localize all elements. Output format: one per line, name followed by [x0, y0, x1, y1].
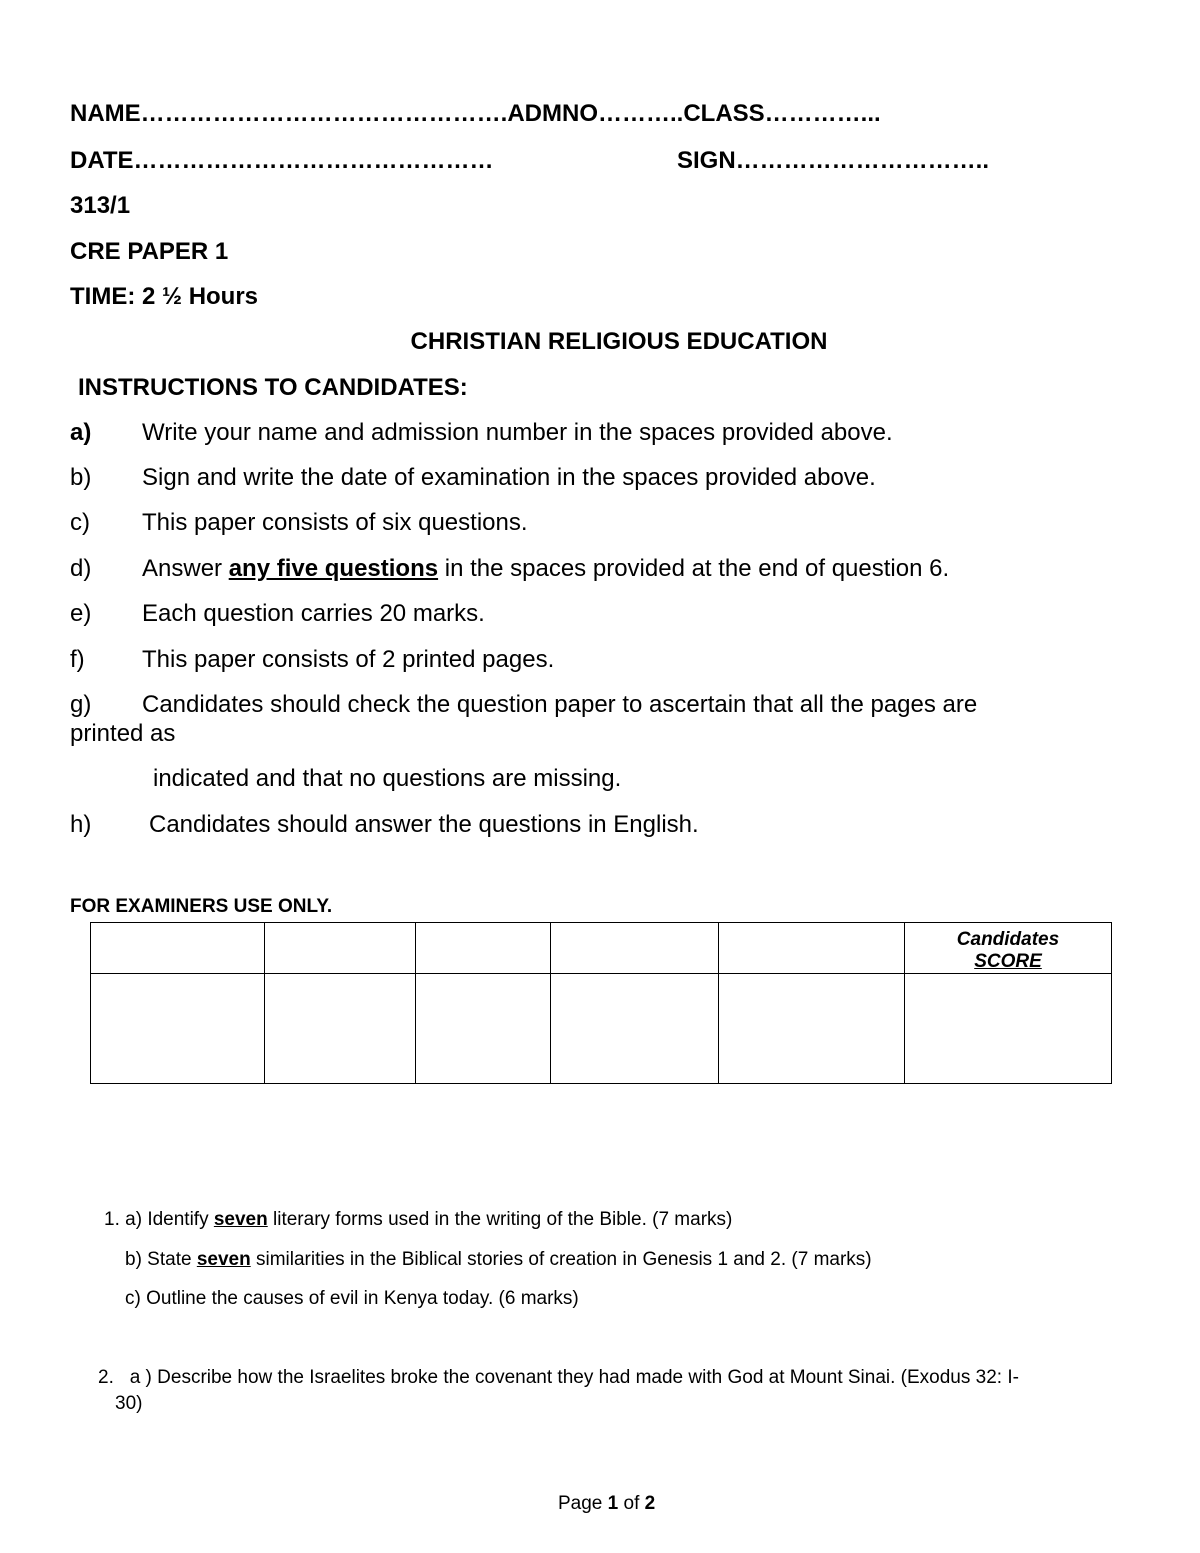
- emphasis: seven: [196, 1249, 251, 1270]
- table-cell: [719, 923, 905, 974]
- page-footer: Page 1 of 2: [558, 1493, 656, 1514]
- score-header-line1: Candidates: [956, 929, 1060, 950]
- question-2a: 2. a ) Describe how the Israelites broke the covenant they had made with God at Mount Sinai. (Exodus 32: I-: [98, 1367, 1019, 1388]
- table-cell: [416, 923, 551, 974]
- table-cell: [265, 923, 416, 974]
- table-cell: [551, 974, 719, 1084]
- question-1a: 1. a) Identify seven literary forms used in the writing of the Bible. (7 marks): [104, 1209, 733, 1230]
- page-number: 1: [607, 1493, 619, 1514]
- table-cell: [416, 974, 551, 1084]
- instruction-text: This paper consists of six questions.: [142, 509, 528, 536]
- examiners-score-table: [90, 922, 1112, 1084]
- table-cell: [719, 974, 905, 1084]
- name-admno-class-line: NAME……………………………………….ADMNO………..CLASS…………...: [70, 100, 881, 127]
- question-2a-wrap: 30): [115, 1393, 143, 1414]
- examiners-title: FOR EXAMINERS USE ONLY.: [70, 896, 333, 917]
- instruction-label: g): [70, 691, 92, 718]
- question-1c: c) Outline the causes of evil in Kenya today. (6 marks): [125, 1288, 579, 1309]
- instruction-text: Sign and write the date of examination in the spaces provided above.: [142, 464, 876, 491]
- instruction-text: Candidates should answer the questions in English.: [149, 811, 699, 838]
- instruction-text: Each question carries 20 marks.: [142, 600, 485, 627]
- subject-title: CHRISTIAN RELIGIOUS EDUCATION: [410, 328, 828, 355]
- instruction-text: Candidates should check the question paper to ascertain that all the pages are: [142, 691, 978, 718]
- table-cell: [551, 923, 719, 974]
- instruction-label: c): [70, 509, 90, 536]
- instruction-label: h): [70, 811, 92, 838]
- instructions-title: INSTRUCTIONS TO CANDIDATES:: [78, 374, 468, 401]
- instruction-label: d): [70, 555, 92, 582]
- instruction-label: e): [70, 600, 92, 627]
- date-line: DATE………………………………………: [70, 147, 494, 174]
- question-1b: b) State seven similarities in the Biblical stories of creation in Genesis 1 and 2. (7 marks): [125, 1249, 872, 1270]
- table-row: [91, 923, 1112, 974]
- table-cell: [905, 974, 1112, 1084]
- exam-time: TIME: 2 ½ Hours: [70, 283, 259, 310]
- sign-line: SIGN…………………………..: [677, 147, 990, 174]
- instruction-label: f): [70, 646, 85, 673]
- emphasis: any five questions: [228, 555, 439, 582]
- table-row: [91, 974, 1112, 1084]
- instruction-text: Write your name and admission number in the spaces provided above.: [142, 419, 893, 446]
- table-cell: [265, 974, 416, 1084]
- instruction-label: a): [70, 419, 92, 446]
- instruction-text: This paper consists of 2 printed pages.: [142, 646, 555, 673]
- candidates-score-header: [905, 923, 1112, 974]
- instruction-label: b): [70, 464, 92, 491]
- table-cell: [91, 923, 265, 974]
- page-total: 2: [644, 1493, 656, 1514]
- instruction-g-continued: indicated and that no questions are missing.: [153, 765, 622, 792]
- score-header-line2: SCORE: [974, 951, 1042, 972]
- paper-code: 313/1: [70, 192, 131, 219]
- emphasis: seven: [213, 1209, 268, 1230]
- instruction-g-wrap: printed as: [70, 720, 176, 747]
- paper-title: CRE PAPER 1: [70, 238, 229, 265]
- instruction-text: Answer any five questions in the spaces provided at the end of question 6.: [142, 555, 950, 582]
- table-cell: [91, 974, 265, 1084]
